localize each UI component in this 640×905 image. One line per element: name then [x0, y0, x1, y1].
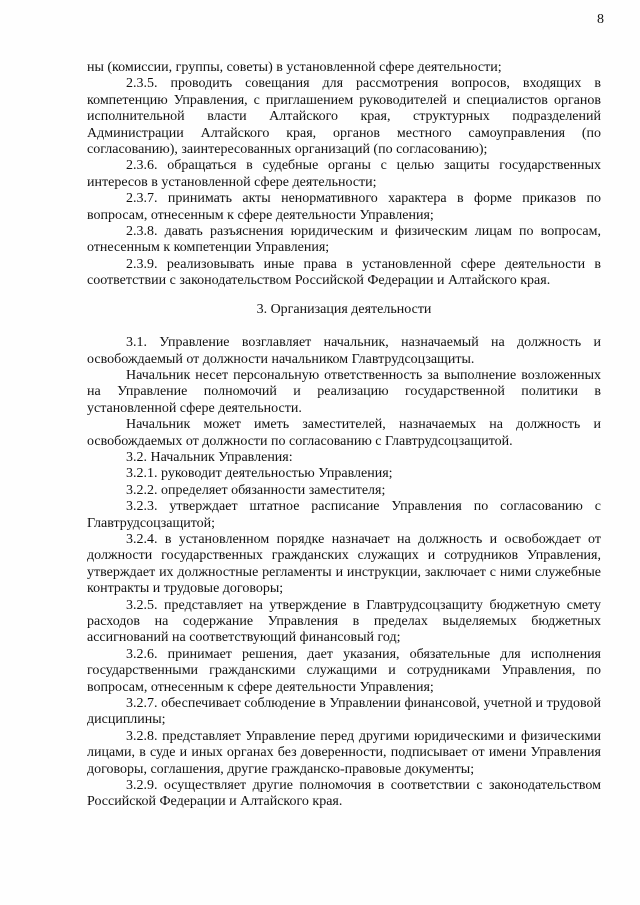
- paragraph-head-responsibility: Начальник несет персональную ответственность за выполнение возложенных на Управление полномочий и реализацию государственной политики в установленной сфере деятельности.: [87, 367, 601, 416]
- paragraph-3-2-9: 3.2.9. осуществляет другие полномочия в соответствии с законодательством Российской Федерации и Алтайского края.: [87, 778, 601, 810]
- paragraph-3-2-3: 3.2.3. утверждает штатное расписание Управления по согласованию с Главтрудсоцзащитой;: [87, 499, 601, 531]
- paragraph-3-2-4: 3.2.4. в установленном порядке назначает на должность и освобождает от должности государственных гражданских служащих и сотрудников Управления, утверждает их должностные регламенты и инструкции, заключает с ними служебные контракты и трудовые договоры;: [87, 531, 601, 597]
- paragraph-3-2-2: 3.2.2. определяет обязанности заместителя;: [126, 482, 386, 498]
- section-title: 3. Организация деятельности: [256, 301, 432, 317]
- paragraph-2-3-7: 2.3.7. принимать акты ненормативного характера в форме приказов по вопросам, отнесенным к сфере деятельности Управления;: [87, 191, 601, 223]
- paragraph-2-3-6: 2.3.6. обращаться в судебные органы с целью защиты государственных интересов в установленной сфере деятельности;: [87, 158, 601, 190]
- paragraph-3-2-7: 3.2.7. обеспечивает соблюдение в Управлении финансовой, учетной и трудовой дисциплины;: [87, 696, 601, 728]
- paragraph-3-2-8: 3.2.8. представляет Управление перед другими юридическими и физическими лицами, в суде и иных органах без доверенности, подписывает от имени Управления договоры, соглашения, другие гражданско-правовые документы;: [87, 728, 601, 777]
- paragraph-3-2-1: 3.2.1. руководит деятельностью Управления;: [126, 466, 393, 482]
- paragraph-continuation: ны (комиссии, группы, советы) в установленной сфере деятельности;: [87, 60, 502, 75]
- paragraph-3-2-5: 3.2.5. представляет на утверждение в Главтрудсоцзащиту бюджетную смету расходов на содержание Управления в пределах выделяемых бюджетных ассигнований на соответствующий финансовый год;: [87, 597, 601, 646]
- paragraph-2-3-8: 2.3.8. давать разъяснения юридическим и физическим лицам по вопросам, отнесенным к компетенции Управления;: [87, 224, 601, 256]
- paragraph-3-2: 3.2. Начальник Управления:: [126, 449, 293, 465]
- paragraph-3-2-6: 3.2.6. принимает решения, дает указания, обязательные для исполнения государственными гражданскими служащими и сотрудниками Управления, по вопросам, отнесенным к сфере деятельности Управления;: [87, 646, 601, 695]
- paragraph-2-3-5: 2.3.5. проводить совещания для рассмотрения вопросов, входящих в компетенцию Управления, с приглашением руководителей и специалистов органов исполнительной власти Алтайского края, структурных подразделений Администрации Алтайского края, органов местного самоуправления (по согласованию), заинтересованных организаций (по согласованию);: [87, 76, 601, 158]
- paragraph-deputies: Начальник может иметь заместителей, назначаемых на должность и освобождаемых от должности по согласованию с Главтрудсоцзащитой.: [87, 417, 601, 449]
- page-number: 8: [597, 12, 604, 27]
- document-body: [87, 60, 601, 811]
- paragraph-2-3-9: 2.3.9. реализовывать иные права в установленной сфере деятельности в соответствии с законодательством Российской Федерации и Алтайского края.: [87, 256, 601, 289]
- paragraph-3-1: 3.1. Управление возглавляет начальник, назначаемый на должность и освобождаемый от должности начальником Главтрудсоцзащиты.: [87, 335, 601, 367]
